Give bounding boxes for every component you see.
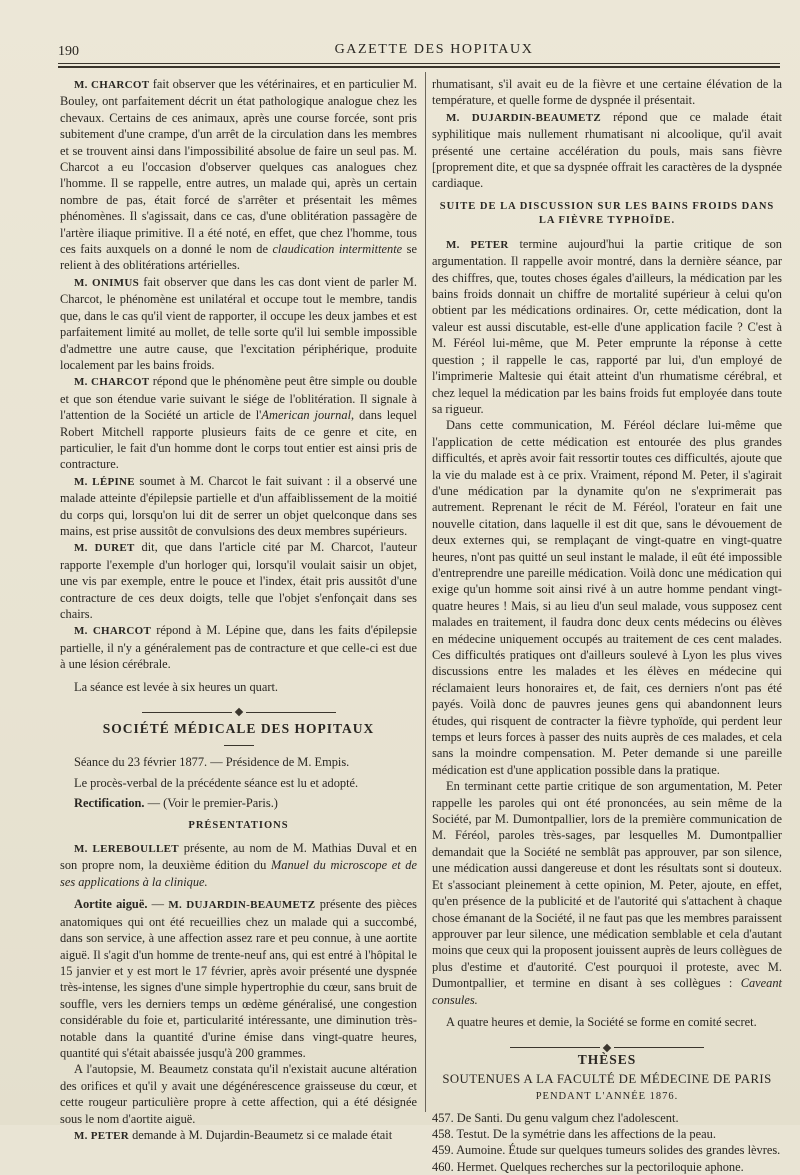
theses-list <box>432 1110 782 1175</box>
paragraph: M. DURET dit, que dans l'article cité par M. Charcot, l'auteur rapporte l'exemple d'un horloger qui, lorsqu'il voulait saisir un objet, une vis par exemple, entre le pouce et l'index, était pris aussitôt d'une contracture de ces deux doigts, telle que l'objet s'enfonçait dans ses chairs. <box>60 540 417 621</box>
column-divider <box>425 72 426 1112</box>
paragraph: A quatre heures et demie, la Société se forme en comité secret. <box>446 1014 757 1029</box>
paragraph: Aortite aiguë. — M. DUJARDIN-BEAUMETZ présente des pièces anatomiques qui ont été recueillies chez un malade qui a succombé, dans son service, à une affection assez rare et peu connue, à une aortite aiguë. Il s'agit d'un homme de trente-neuf ans, qui est entré à l'hôpital le 15 janvier et y est mort le 17 février, après avoir présenté une dyspnée très-intense, les signes d'une simple hypertrophie du cœur, sans bruit de souffle, vers les derniers temps un œdème généralisé, une congestion considérable du foie et, particularité intéressante, une diminution très-notable dans la quantité d'urine émise dans vingt-quatre heures, quantité qui s'était abaissée jusqu'à 200 grammes. <box>60 897 417 1060</box>
page-header <box>58 40 780 62</box>
paragraph: rhumatisant, s'il avait eu de la fièvre et une certaine élévation de la température, et quelle forme de dyspnée il présentait. <box>432 77 782 108</box>
paragraph: M. LÉPINE soumet à M. Charcot le fait suivant : il a observé une malade atteinte d'épilepsie partielle et d'un affaiblissement de la moitié du corps qui, lorsqu'on lui dit de serrer un objet quelconque dans ses mains, est prise aussitôt de convulsions des deux membres supérieurs. <box>60 473 417 538</box>
paragraph: M. CHARCOT répond à M. Lépine que, dans les faits d'épilepsie partielle, il n'y a généralement pas de contracture et que celle-ci est due à une lésion cérébrale. <box>60 623 417 672</box>
theses-subtitle: SOUTENUES A LA FACULTÉ DE MÉDECINE DE PARIS <box>442 1071 772 1086</box>
header-rule-thin <box>58 63 780 64</box>
left-column <box>60 76 417 1142</box>
section-title: SOCIÉTÉ MÉDICALE DES HOPITAUX <box>102 721 375 737</box>
paragraph: M. CHARCOT fait observer que les vétérinaires, et en particulier M. Bouley, ont parfaitement décrit un état pathologique analogue chez les chevaux. Certains de ces animaux, après une course forcée, sont pris subitement d'une crampe, d'un arrêt de la circulation dans les membres et se trouvent ainsi dans l'impossibilité absolue de faire un seul pas. M. Charcot a eu l'occasion d'observer quelques cas analogues chez l'homme. Il se rappelle, entre autres, un malade qui, après un certain nombre de pas, était forcé de s'arrêter et présentait les mêmes phénomènes. Il s'agissait, dans ce cas, d'une oblitération passagère de l'artère iliaque primitive. Il a été noté, en effet, que chez l'homme, tous ces faits auxquels on a donné le nom de claudication intermittente se relient à des oblitérations artérielles. <box>60 77 417 273</box>
paragraph: Dans cette communication, M. Féréol déclare lui-même que l'application de cette médication est entourée des plus grandes difficultés, et après avoir fait ressortir toutes ces difficultés, ajoute que la vie du malade est à ce prix. Vraiment, répond M. Peter, il s'agirait d'une médication par la dynamite qu'on ne s'exprimerait pas autrement. Reprenant le récit de M. Féréol, l'orateur en fait une nouvelle citation, dans laquelle il est dit que, sans le dévouement de deux externes qui, se remplaçant de vingt-quatre en vingt-quatre heures, n'ont pas quitté un seul instant le malade, il eût été impossible d'entreprendre une pareille médication. Voilà donc une médication qui exige qu'un homme soit ainsi rivé à un autre homme pendant vingt-quatre heures ! Mais, si au lieu d'un seul malade, vous supposez cent malades en traitement, il faudra donc deux cents médecins ou élèves en médecine uniquement occupés au traitement de ces cent malades. Ces difficultés pratiques ont d'ailleurs soulevé à Lyon les plus vives discussions entre les malades et les élèves en médecine qui réclamaient leurs honoraires et, de fait, ces derniers n'ont pas été payés. Voilà donc de pauvres jeunes gens qui abandonnent leurs études, qui risquent de contracter la fièvre typhoïde, qui perdent leur temps et leurs forces à passer des nuits auprès de ces malades, et cela sans la moindre compensation. M. Peter demande si une pareille médication est d'une application possible dans la pratique. <box>432 418 782 777</box>
page-number: 190 <box>58 44 79 59</box>
presentations-heading: PRÉSENTATIONS <box>188 819 289 831</box>
short-rule <box>224 745 254 746</box>
rectification: Rectification. — (Voir le premier-Paris.) <box>74 796 278 811</box>
section-ornament <box>60 703 417 711</box>
paragraph: La séance est levée à six heures un quart. <box>74 679 279 694</box>
discussion-heading: SUITE DE LA DISCUSSION SUR LES BAINS FROIDS DANS LA FIÈVRE TYPHOÏDE. <box>439 200 775 226</box>
paragraph: M. DUJARDIN-BEAUMETZ répond que ce malade était syphilitique mais nullement rhumatisant ni alcoolique, qu'il avait présenté une certaine accélération du pouls, mais sans fièvre [proprement dite, et que sa dyspnée offrait les caractères de la dyspnée cardiaque. <box>432 109 783 191</box>
section-ornament <box>432 1038 782 1046</box>
paragraph: M. LEREBOULLET présente, au nom de M. Mathias Duval et en son propre nom, la deuxième édition du Manuel du microscope et de ses applications à la clinique. <box>60 841 417 889</box>
paragraph: M. ONIMUS fait observer que dans les cas dont vient de parler M. Charcot, le phénomène est unilatéral et occupe tout le membre, tandis que, dans le cas qu'il vient de rapporter, il occupe les deux jambes et est parfaitement limité au mollet, de telle sorte qu'il lui semble impossible d'admettre une autre cause, que l'excitation périphérique, produite localement par les bains froids. <box>60 274 417 372</box>
right-column <box>432 76 783 1174</box>
theses-year: PENDANT L'ANNÉE 1876. <box>535 1091 679 1103</box>
list-item: 457. De Santi. Du genu valgum chez l'adolescent. <box>432 1110 679 1125</box>
paragraph: M. PETER termine aujourd'hui la partie critique de son argumentation. Il rappelle avoir montré, dans la dernière séance, par des chiffres, que, toutes choses égales d'ailleurs, la médication par les bains froids donnait un chiffre de mortalité supérieur à celui qu'on obtient par les médications ordinaires. Or, cette médication, dont la valeur est aussi discutable, est-elle d'une application facile ? C'est à M. Féréol lui-même, que M. Peter emprunte la réponse à cette question ; il rappelle le cas, rapporté par lui, d'un employé de l'imprimerie Maltesie qui était atteint d'un rhumatisme cérébral, et chez lequel la médication par les bains froids fut employée dans toute sa rigueur. <box>432 236 782 416</box>
running-title: GAZETTE DES HOPITAUX <box>334 42 534 57</box>
paragraph: M. CHARCOT répond que le phénomène peut être simple ou double et que son étendue varie suivant le siége de l'oblitération. Il signale à l'attention de la Société un article de l'American journal, dans lequel Robert Mitchell rapporte plusieurs faits de ce genre et cite, en particulier, le fait d'un homme dont le corps tout entier est ainsi pris de contracture. <box>60 374 417 472</box>
seance-line: Séance du 23 février 1877. — Présidence de M. Empis. <box>74 755 350 770</box>
list-item: 458. Testut. De la symétrie dans les affections de la peau. <box>432 1126 716 1141</box>
theses-title: THÈSES <box>577 1052 637 1068</box>
header-rule-thick <box>58 66 780 68</box>
list-item: 460. Hermet. Quelques recherches sur la pectoriloquie aphone. <box>432 1159 744 1174</box>
paragraph: M. PETER demande à M. Dujardin-Beaumetz si ce malade était <box>74 1127 393 1142</box>
proces-verbal: Le procès-verbal de la précédente séance est lu et adopté. <box>74 775 359 790</box>
list-item: 459. Aumoine. Étude sur quelques tumeurs solides des grandes lèvres. <box>432 1143 781 1158</box>
paragraph: En terminant cette partie critique de son argumentation, M. Peter rappelle les paroles qui ont été prononcées, au sein même de la Société, par M. Dumontpallier, lors de la première communication de M. Féréol, paroles très-sages, par lesquelles M. Dumontpallier demandait que la Société ne semblât pas approuver, par son silence, une médication aussi dangereuse et dont les résultats sont si douteux. Et s'associant pleinement à cette opinion, M. Peter, ajoute, en effet, qu'en présence de la publicité et de l'autorité qui s'attachent à chaque chose émanant de la Société, il ne faut pas que les membres paraissent approuver par leur silence, une médication semblable et cela d'autant moins que ceux qui la proposent jouissent auprès de leurs collègues de plus d'estime et d'autorité. C'est pourquoi il proteste, avec M. Dumontpallier, et termine en disant à ses collègues : Caveant consules. <box>432 779 782 1007</box>
paragraph: A l'autopsie, M. Beaumetz constata qu'il n'existait aucune altération des orifices et qu'il y avait une dégénérescence graisseuse du cœur, et cette rougeur particulière propre à cette affection, qui a été désignée sous le nom d'aortite aiguë. <box>60 1062 417 1126</box>
